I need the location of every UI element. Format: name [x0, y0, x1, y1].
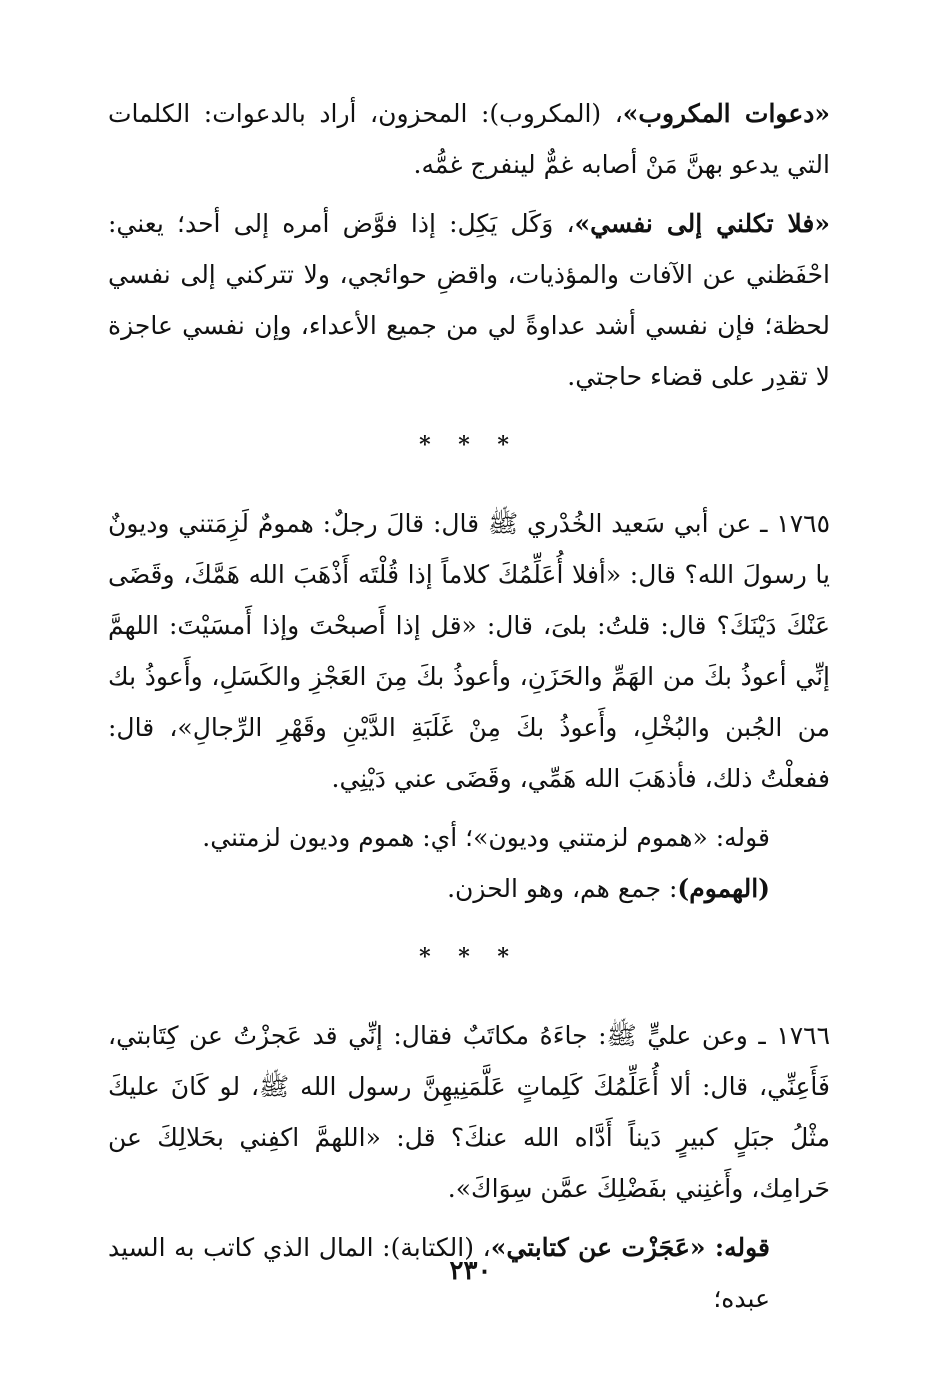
paragraph-dawat-al-makrub — [108, 88, 830, 190]
paragraph-text: : جمع هم، وهو الحزن. — [447, 874, 678, 903]
section-separator: * * * — [419, 432, 519, 458]
page-body — [108, 88, 830, 1324]
term-la-takilni: «فلا تكلني إلى نفسي» — [574, 209, 830, 238]
term-dawat-al-makrub: «دعوات المكروب» — [622, 99, 830, 128]
term-ajazt: قوله: «عَجَزْت عن كتابتي» — [490, 1233, 770, 1262]
section-separator: * * * — [419, 944, 519, 970]
hadith-1766: ١٧٦٦ ـ وعن عليٍّ ﷺ: جاءَهُ مكاتَبٌ فقال: إنِّي قد عَجزْتُ عن كِتَابتي، فَأَعِنِّي، قال: ألا أُعَلِّمُكَ كَلِماتٍ عَلَّمَنِيهِنَّ رسول الله ﷺ، لو كَانَ عليكَ مثْلُ جبَلٍ كبيرٍ دَيناً أَدَّاه الله عنكَ؟ قل: «اللهمَّ اكفِني بحَلالِكَ عن حَرامِك، وأَغنِني بفَضْلِكَ عمَّن سِوَاكَ». — [108, 1021, 830, 1203]
page-number: ٢٣٠ — [449, 1256, 492, 1286]
paragraph-text: ، (الكتابة): المال الذي كاتب به السيد عبده؛ — [108, 1233, 770, 1313]
hadith-1765: ١٧٦٥ ـ عن أبي سَعيد الخُدْري ﷺ قال: قالَ رجلٌ: همومٌ لَزِمَتني وديونٌ يا رسولَ الله؟ قال: «أفلا أُعَلِّمُكَ كلاماً إذا قُلْتَه أَذْهَبَ الله هَمَّكَ، وقَضَى عَنْكَ دَيْنَكَ؟ قال: قلتُ: بلىَ، قال: «قل إذا أَصبحْتَ وإذا أَمسَيْتَ: اللهمَّ إنِّي أعوذُ بكَ من الهَمِّ والحَزَنِ، وأعوذُ بكَ مِنَ العَجْزِ والكَسَلِ، وأَعوذُ بك من الجُبن والبُخْلِ، وأَعوذُ بكَ مِنْ غَلَبَةِ الدَّيْنِ وقَهْرِ الرِّجالِ»، قال: ففعلْتُ ذلك، فأذهَبَ الله هَمِّي، وقَضَى عني دَيْنِي. — [108, 509, 830, 793]
note-al-humum — [108, 863, 830, 914]
note-hmum-lazimatni: قوله: «هموم لزمتني وديون»؛ أي: هموم وديون لزمتني. — [202, 823, 770, 852]
term-al-humum: (الهموم) — [677, 874, 770, 903]
paragraph-text: ، (المكروب): المحزون، أراد بالدعوات: الكلمات التي يدعو بهنَّ مَنْ أصابه غمٌّ لينفرج غمُّه. — [108, 99, 830, 179]
paragraph-text: ، وَكَل يَكِل: إذا فوَّض أمره إلى أحد؛ يعني: احْفَظني عن الآفات والمؤذيات، واقضِ حوائجي، ولا تتركني إلى نفسي لحظة؛ فإن نفسي أشد عداوةً لي من جميع الأعداء، وإن نفسي عاجزة لا تقدِر على قضاء حاجتي. — [108, 209, 830, 391]
paragraph-la-takilni — [108, 198, 830, 402]
